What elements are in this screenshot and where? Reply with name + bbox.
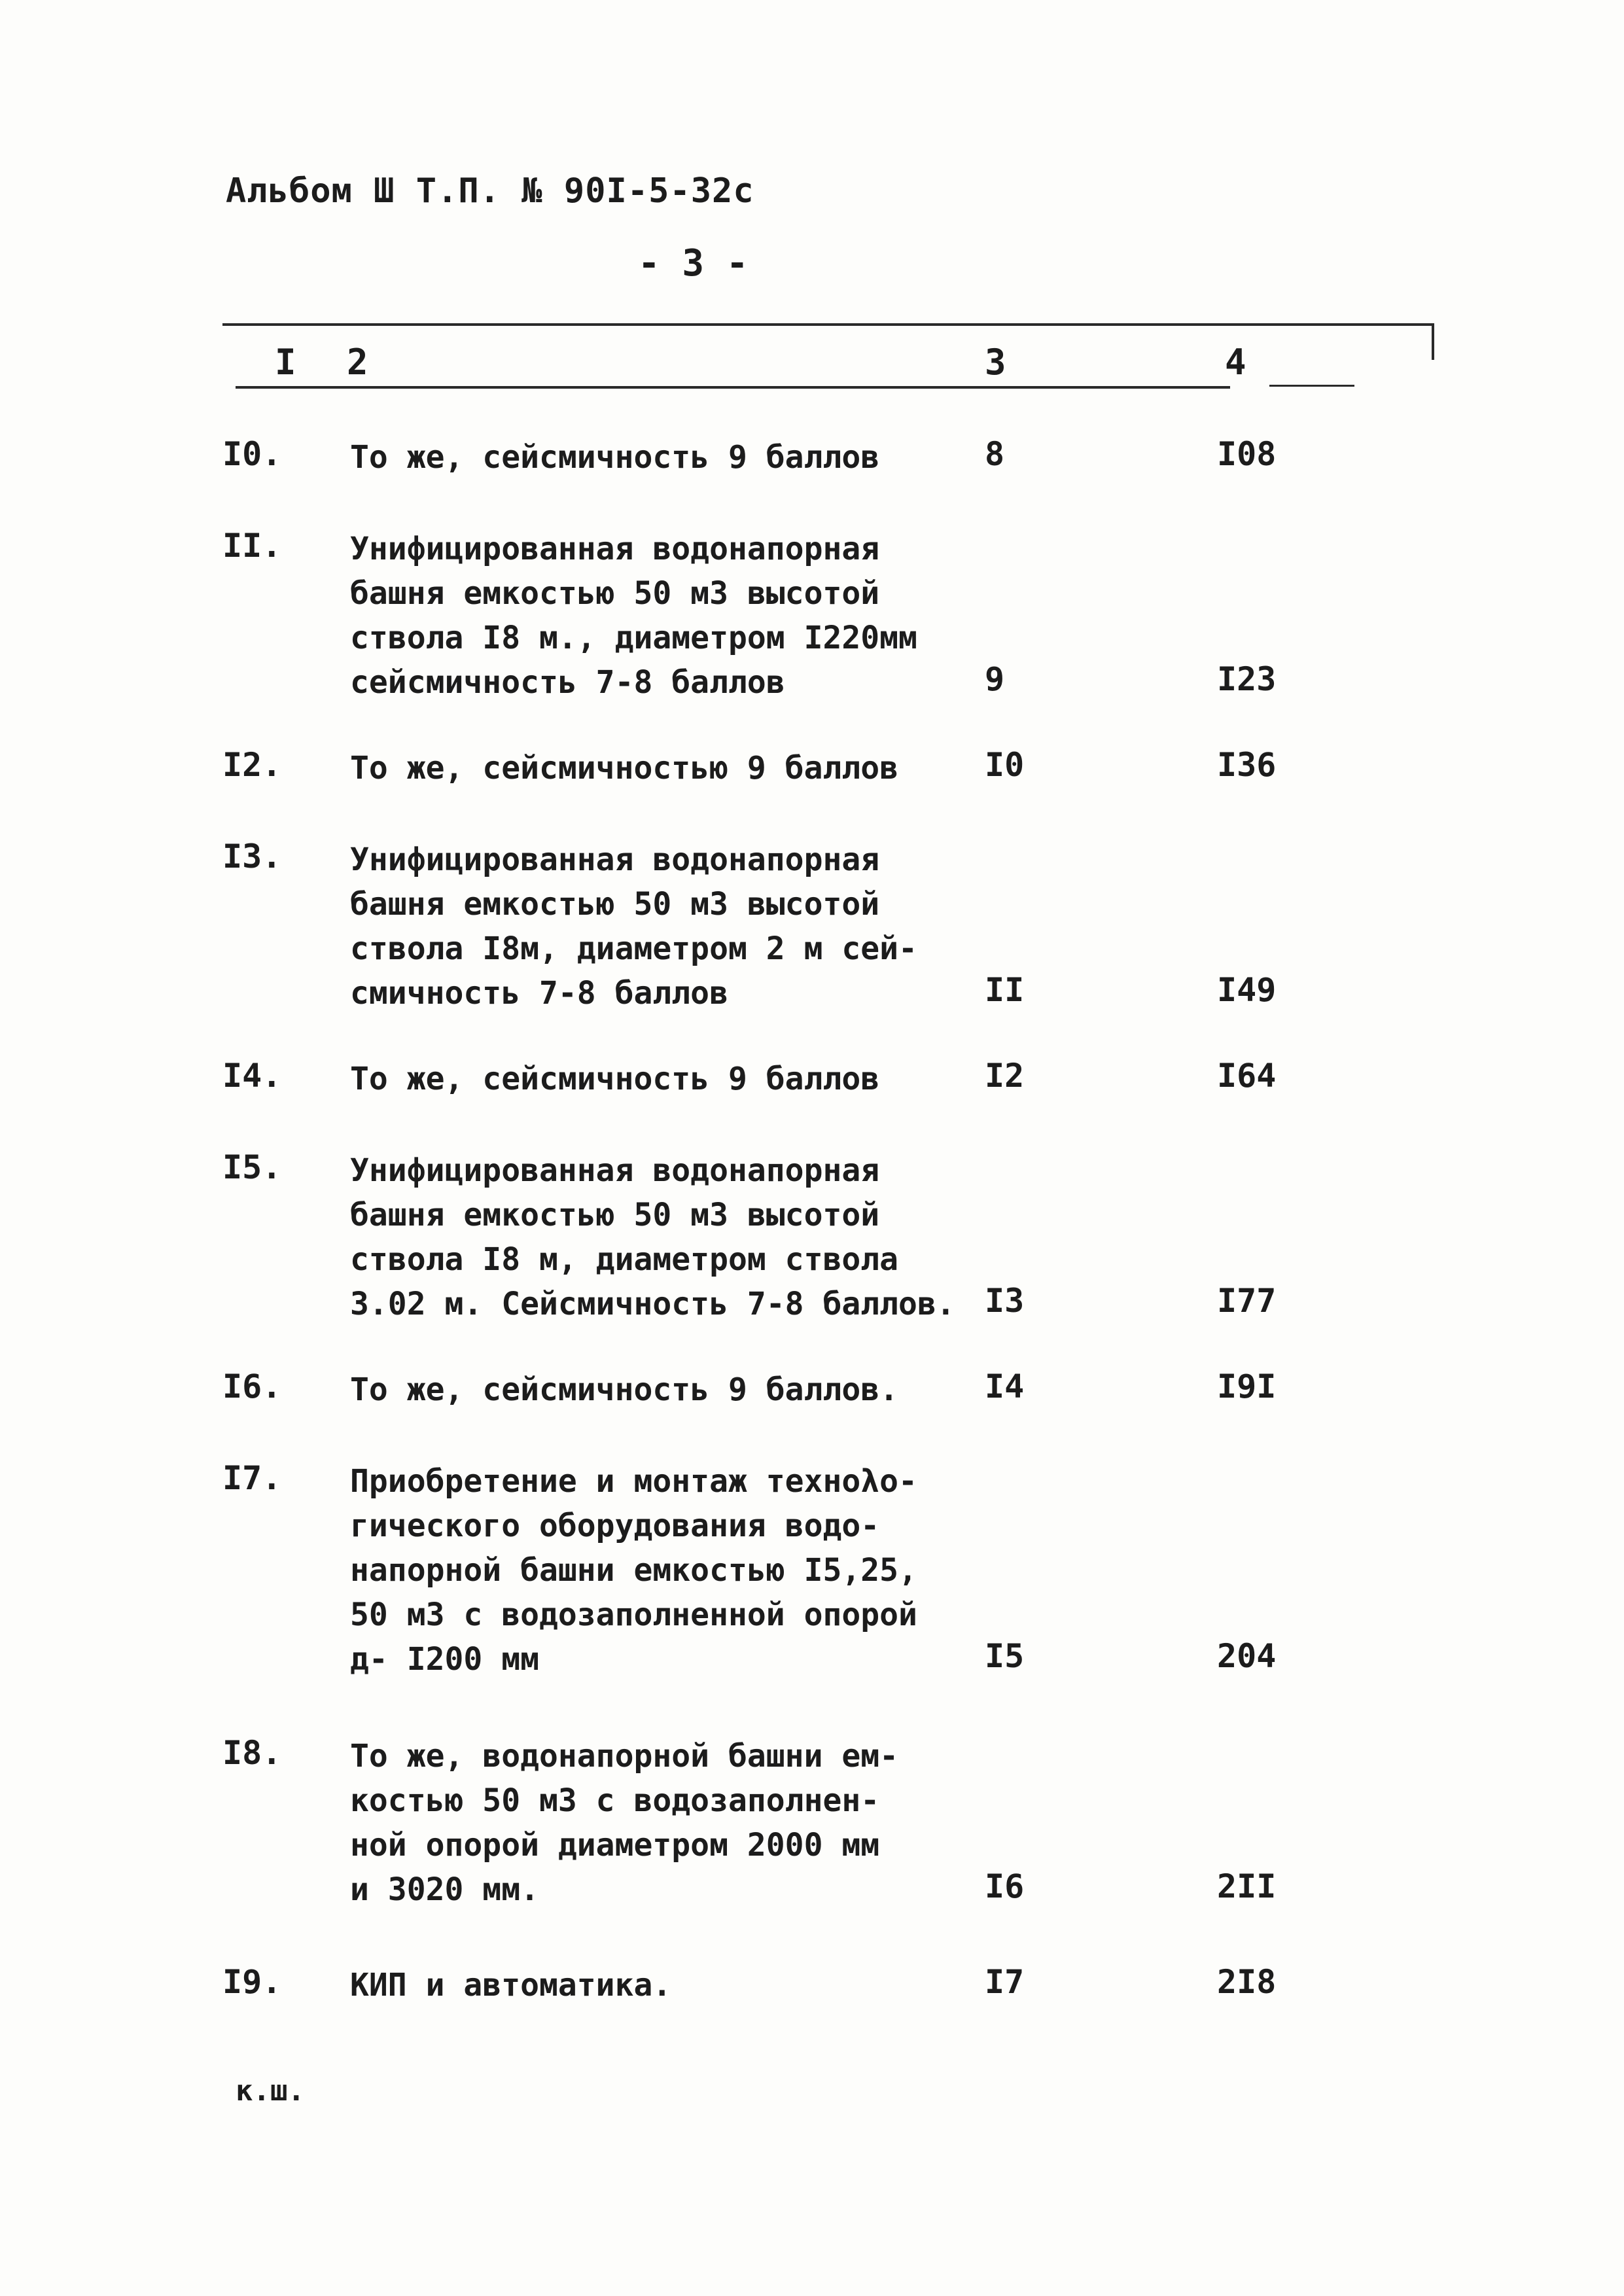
- table-top-rule-tick: [1432, 323, 1434, 360]
- description-line: Приобретение и монтаж технολο-: [350, 1463, 917, 1500]
- description-line: смичность 7-8 баллов: [350, 975, 728, 1012]
- row-number: I8.: [222, 1734, 282, 1772]
- description-line: костью 50 м3 с водозаполнен-: [350, 1782, 880, 1819]
- column-header-1: I: [275, 342, 296, 383]
- description-line: То же, сейсмичность 9 баллов: [350, 439, 880, 476]
- row-sheet-number: I3: [985, 1282, 1025, 1320]
- row-sheet-number: I0: [985, 746, 1025, 784]
- row-number: I7.: [222, 1459, 282, 1497]
- row-description: [350, 1057, 978, 1101]
- row-description: [350, 1459, 978, 1682]
- description-line: гического оборудования водо-: [350, 1508, 880, 1544]
- row-page-number: 204: [1217, 1637, 1277, 1675]
- description-line: ствола I8м, диаметром 2 м сей-: [350, 930, 917, 967]
- row-sheet-number: 8: [985, 435, 1005, 473]
- description-line: башня емкостью 50 м3 высотой: [350, 886, 880, 923]
- column-header-4: 4: [1225, 342, 1246, 383]
- row-number: I4.: [222, 1057, 282, 1095]
- description-line: ной опорой диаметром 2000 мм: [350, 1827, 880, 1863]
- row-description: [350, 838, 978, 1016]
- description-line: 50 м3 с водозаполненной опорой: [350, 1597, 917, 1633]
- page-number: - 3 -: [638, 242, 749, 285]
- footer-mark: к.ш.: [236, 2074, 305, 2108]
- row-number: I5.: [222, 1148, 282, 1186]
- row-sheet-number: II: [985, 971, 1025, 1009]
- row-page-number: I9I: [1217, 1368, 1277, 1405]
- row-number: I0.: [222, 435, 282, 473]
- description-line: То же, сейсмичностью 9 баллов: [350, 750, 899, 786]
- row-page-number: I23: [1217, 660, 1277, 698]
- description-line: д- I200 мм: [350, 1641, 539, 1678]
- album-title: Альбом Ш Т.П. № 90I-5-32с: [226, 171, 754, 211]
- row-page-number: I49: [1217, 971, 1277, 1009]
- row-page-number: 2I8: [1217, 1963, 1277, 2001]
- description-line: То же, сейсмичность 9 баллов: [350, 1061, 880, 1097]
- row-number: I2.: [222, 746, 282, 784]
- row-number: I3.: [222, 838, 282, 875]
- description-line: Унифицированная водонапорная: [350, 841, 880, 878]
- description-line: ствола I8 м., диаметром I220мм: [350, 620, 917, 656]
- row-page-number: I77: [1217, 1282, 1277, 1320]
- description-line: башня емкостью 50 м3 высотой: [350, 575, 880, 612]
- description-line: 3.02 м. Сейсмичность 7-8 баллов.: [350, 1286, 955, 1322]
- row-description: [350, 1963, 978, 2007]
- row-number: II.: [222, 527, 282, 565]
- row-description: [350, 1148, 978, 1326]
- row-page-number: I64: [1217, 1057, 1277, 1095]
- header-underline: [236, 386, 1230, 389]
- column-header-2: 2: [347, 342, 368, 383]
- description-line: напорной башни емкостью I5,25,: [350, 1552, 917, 1589]
- description-line: То же, водонапорной башни ем-: [350, 1738, 899, 1775]
- description-line: Унифицированная водонапорная: [350, 1152, 880, 1189]
- row-description: [350, 435, 978, 480]
- row-sheet-number: I2: [985, 1057, 1025, 1095]
- description-line: Унифицированная водонапорная: [350, 531, 880, 567]
- row-sheet-number: I6: [985, 1867, 1025, 1905]
- header-underline-short: [1269, 385, 1354, 387]
- row-sheet-number: I7: [985, 1963, 1025, 2001]
- row-description: [350, 746, 978, 790]
- description-line: и 3020 мм.: [350, 1871, 539, 1908]
- table-top-rule: [222, 323, 1433, 326]
- description-line: сейсмичность 7-8 баллов: [350, 664, 785, 701]
- row-number: I6.: [222, 1368, 282, 1405]
- description-line: башня емкостью 50 м3 высотой: [350, 1197, 880, 1233]
- row-description: [350, 1734, 978, 1912]
- row-sheet-number: I5: [985, 1637, 1025, 1675]
- row-page-number: I36: [1217, 746, 1277, 784]
- column-header-3: 3: [985, 342, 1006, 383]
- row-description: [350, 1368, 978, 1412]
- row-sheet-number: I4: [985, 1368, 1025, 1405]
- description-line: ствола I8 м, диаметром ствола: [350, 1241, 899, 1278]
- row-sheet-number: 9: [985, 660, 1005, 698]
- row-page-number: I08: [1217, 435, 1277, 473]
- row-description: [350, 527, 978, 705]
- description-line: То же, сейсмичность 9 баллов.: [350, 1371, 899, 1408]
- row-number: I9.: [222, 1963, 282, 2001]
- description-line: КИП и автоматика.: [350, 1967, 672, 2004]
- row-page-number: 2II: [1217, 1867, 1277, 1905]
